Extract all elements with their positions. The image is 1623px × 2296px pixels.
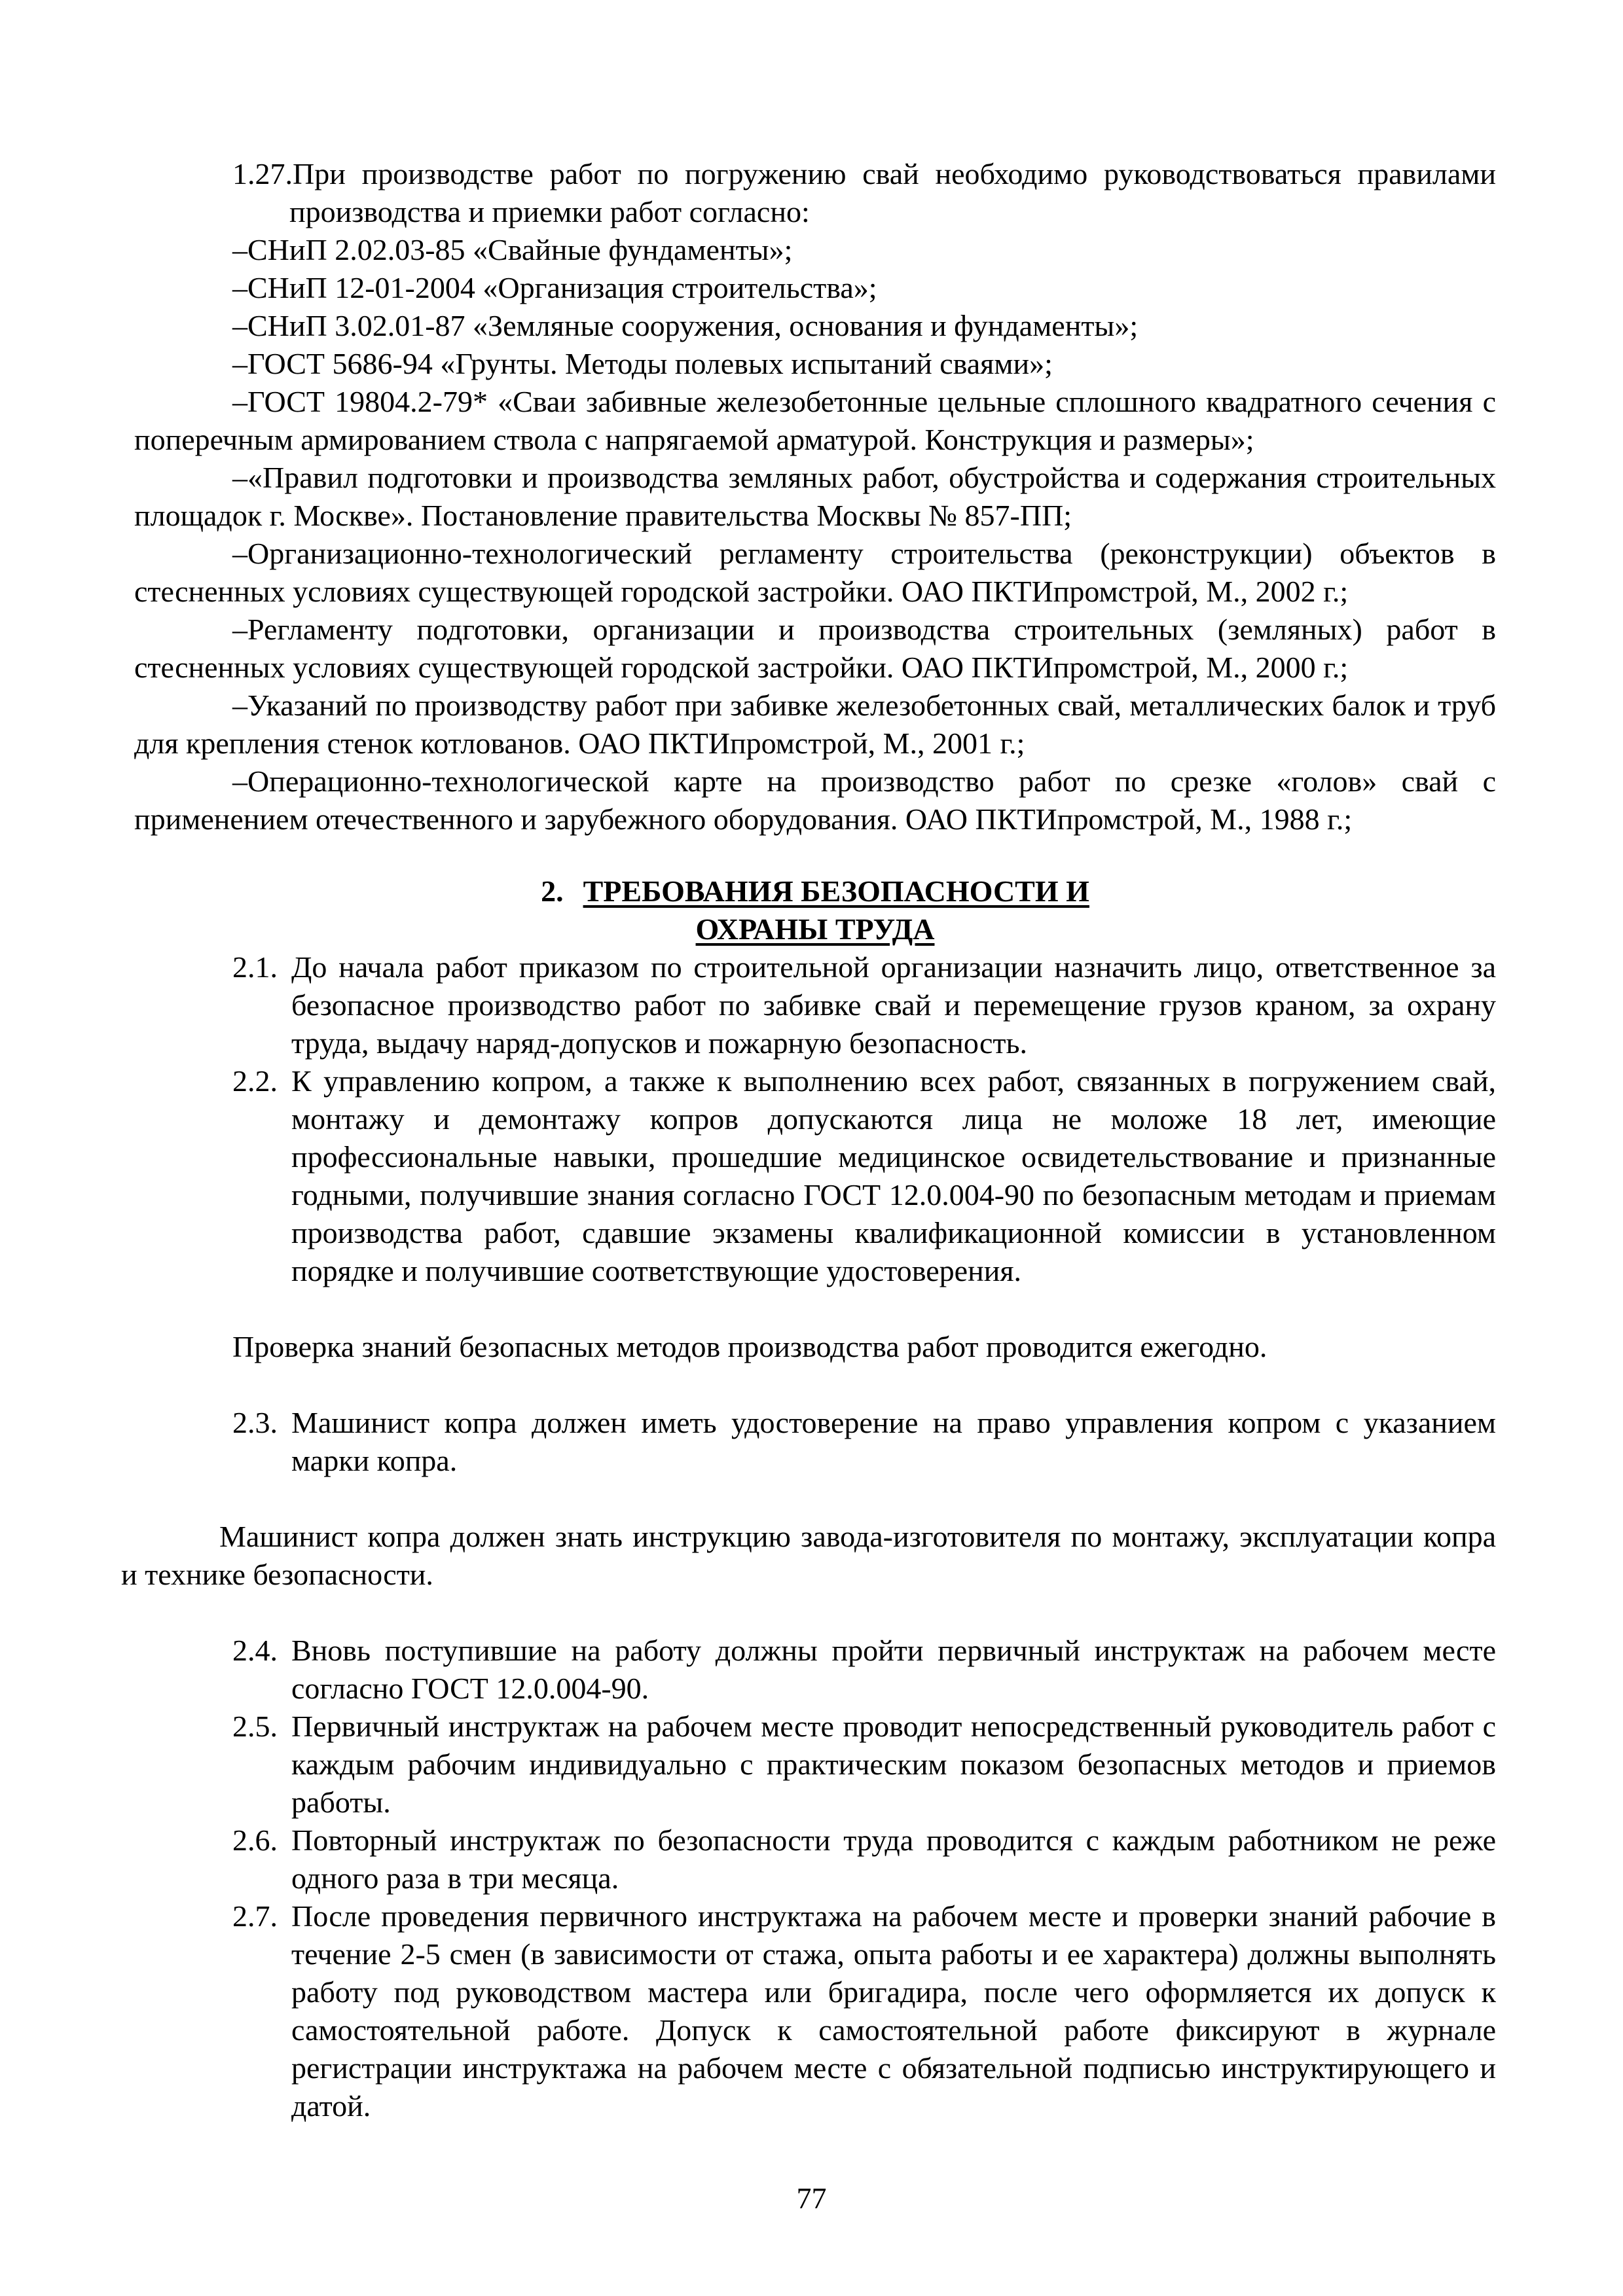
- section-number: 2.: [541, 874, 564, 908]
- section-title-line-2: ОХРАНЫ ТРУДА: [695, 912, 935, 946]
- item-2-1: [134, 948, 1496, 1062]
- paragraph-operator-knowledge: Машинист копра должен знать инструкцию завода-изготовителя по монтажу, эксплуатации копра и технике безопасности.: [121, 1520, 1496, 1591]
- item-2-4: [134, 1632, 1496, 1708]
- ref-snip-3-02-01: –СНиП 3.02.01-87 «Земляные сооружения, основания и фундаменты»;: [232, 309, 1139, 342]
- ref-gost-19804: –ГОСТ 19804.2-79* «Сваи забивные железобетонные цельные сплошного квадратного сечения с поперечным армированием ствола с напрягаемой арматурой. Конструкция и размеры»;: [134, 385, 1496, 456]
- item-2-3: [134, 1404, 1496, 1480]
- item-text: Машинист копра должен иметь удостоверение на право управления копром с указанием марки копра.: [291, 1406, 1496, 1477]
- item-2-5: [134, 1708, 1496, 1821]
- ref-org-tech-reglament: –Организационно-технологический регламенту строительства (реконструкции) объектов в стесненных условиях существующей городской застройки. ОАО ПКТИпромстрой, М., 2002 г.;: [134, 537, 1496, 608]
- item-number: 2.7.: [232, 1899, 278, 1933]
- item-2-7: [134, 1897, 1496, 2125]
- item-text: До начала работ приказом по строительной организации назначить лицо, ответственное за безопасное производство работ по забивке свай и перемещение грузов краном, за охрану труда, выдачу наряд-допусков и пожарную безопасность.: [291, 950, 1496, 1060]
- item-text: К управлению копром, а также к выполнению всех работ, связанных в погружением свай, монтажу и демонтажу копров допускаются лица не моложе 18 лет, имеющие профессиональные навыки, прошедшие медицинское освидетельствование и признанные годными, получившие знания согласно ГОСТ 12.0.004-90 по безопасным методам и приемам производства работ, сдавшие экзамены квалификационной комиссии в установленном порядке и получившие соответствующие удостоверения.: [291, 1064, 1496, 1287]
- item-number: 2.4.: [232, 1634, 278, 1667]
- page-number: 77: [796, 2181, 827, 2215]
- item-text: Повторный инструктаж по безопасности труда проводится с каждым работником не реже одного раза в три месяца.: [291, 1823, 1496, 1895]
- ref-pile-instructions: –Указаний по производству работ при забивке железобетонных свай, металлических балок и труб для крепления стенок котлованов. ОАО ПКТИпромстрой, М., 2001 г.;: [134, 689, 1496, 760]
- item-number: 2.1.: [232, 950, 278, 984]
- item-number: 2.2.: [232, 1064, 278, 1098]
- ref-reglament-earthworks: –Регламенту подготовки, организации и производства строительных (земляных) работ в стесненных условиях существующей городской застройки. ОАО ПКТИпромстрой, М., 2000 г.;: [134, 613, 1496, 684]
- ref-snip-2-02-03: –СНиП 2.02.03-85 «Свайные фундаменты»;: [232, 233, 793, 266]
- item-number: 1.27.: [232, 157, 293, 190]
- text-column: [121, 155, 1496, 2125]
- item-number: 2.5.: [232, 1710, 278, 1743]
- item-number: 2.6.: [232, 1823, 278, 1857]
- paragraph-knowledge-check: Проверка знаний безопасных методов производства работ проводится ежегодно.: [232, 1330, 1267, 1363]
- item-2-6: [134, 1821, 1496, 1897]
- item-text: При производстве работ по погружению свай необходимо руководствоваться правилами производства и приемки работ согласно:: [289, 157, 1496, 228]
- section-2-heading: [134, 872, 1496, 948]
- ref-rules-moscow: –«Правил подготовки и производства земляных работ, обустройства и содержания строительных площадок г. Москве». Постановление правительства Москвы № 857-ПП;: [134, 461, 1496, 532]
- item-text: Вновь поступившие на работу должны пройти первичный инструктаж на рабочем месте согласно ГОСТ 12.0.004-90.: [291, 1634, 1496, 1705]
- section-title-line-1: ТРЕБОВАНИЯ БЕЗОПАСНОСТИ И: [583, 874, 1089, 908]
- item-text: Первичный инструктаж на рабочем месте проводит непосредственный руководитель работ с каждым рабочим индивидуально с практическим показом безопасных методов и приемов работы.: [291, 1710, 1496, 1819]
- ref-snip-12-01: –СНиП 12-01-2004 «Организация строительства»;: [232, 271, 877, 304]
- item-text: После проведения первичного инструктажа на рабочем месте и проверки знаний рабочие в течение 2-5 смен (в зависимости от стажа, опыта работы и ее характера) должны выполнять работу под руководством мастера или бригадира, после чего оформляется их допуск к самостоятельной работе. Допуск к самостоятельной работе фиксируют в журнале регистрации инструктажа на рабочем месте с обязательной подписью инструктирующего и датой.: [291, 1899, 1496, 2123]
- ref-operational-map: –Операционно-технологической карте на производство работ по срезке «голов» свай с применением отечественного и зарубежного оборудования. ОАО ПКТИпромстрой, М., 1988 г.;: [134, 764, 1496, 836]
- item-number: 2.3.: [232, 1406, 278, 1439]
- item-2-2: [134, 1062, 1496, 1290]
- ref-gost-5686: –ГОСТ 5686-94 «Грунты. Методы полевых испытаний сваями»;: [232, 347, 1053, 380]
- paragraph-1-27: [134, 155, 1496, 231]
